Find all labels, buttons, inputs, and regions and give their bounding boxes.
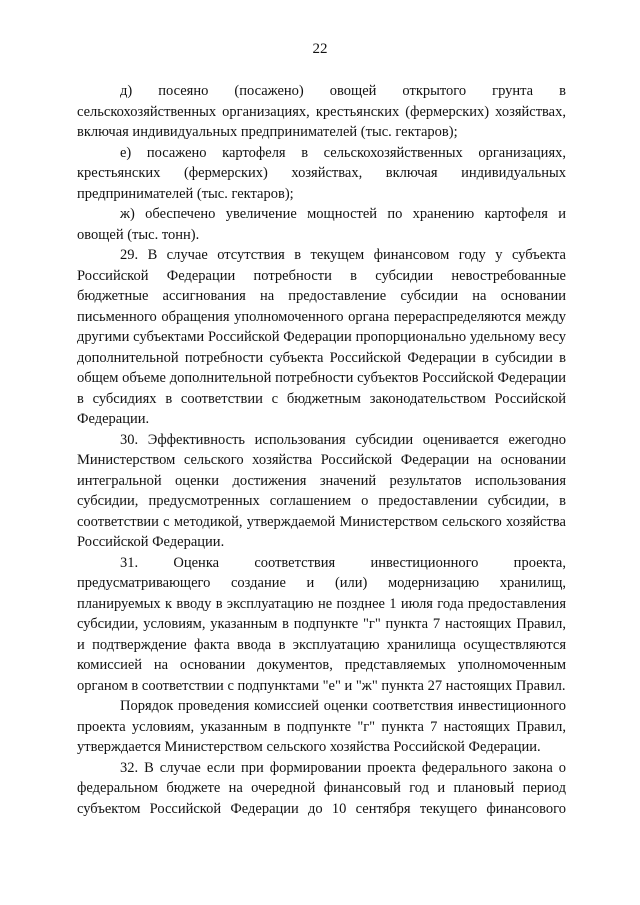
paragraph-31: 31. Оценка соответствия инвестиционного проекта, предусматривающего создание и (или) модернизацию хранилищ, планируемых к вводу в эксплуатацию не позднее 1 июля года предоставления субсидии, условиям, указанным в подпункте "г" пункта 7 настоящих Правил, и подтверждение факта ввода в эксплуатацию хранилища осуществляются комиссией на основании документов, представляемых уполномоченным органом в соответствии с подпунктами "е" и "ж" пункта 27 настоящих Правил.	[77, 554, 566, 694]
paragraph-subitem-d: д) посеяно (посажено) овощей открытого грунта в сельскохозяйственных организациях, крестьянских (фермерских) хозяйствах, включая индивидуальных предпринимателей (тыс. гектаров);	[77, 83, 566, 140]
paragraph-29: 29. В случае отсутствия в текущем финансовом году у субъекта Российской Федерации потребности в субсидии невостребованные бюджетные ассигнования на предоставление субсидии на основании письменного обращения уполномоченного органа перераспределяются между другими субъектами Российской Федерации пропорционально удельному весу дополнительной потребности субъекта Российской Федерации в субсидии в общем объеме дополнительной потребности субъектов Российской Федерации в субсидиях в соответствии с бюджетным законодательством Российской Федерации.	[77, 247, 566, 427]
paragraph-subitem-zh: ж) обеспечено увеличение мощностей по хранению картофеля и овощей (тыс. тонн).	[77, 206, 566, 243]
document-body	[77, 81, 566, 819]
paragraph-32: 32. В случае если при формировании проекта федерального закона о федеральном бюджете на очередной финансовый год и плановый период субъектом Российской Федерации до 10 сентября текущего финансового	[77, 759, 566, 817]
paragraph-31-procedure: Порядок проведения комиссией оценки соответствия инвестиционного проекта условиям, указанным в подпункте "г" пункта 7 настоящих Правил, утверждается Министерством сельского хозяйства Российской Федерации.	[77, 698, 566, 755]
paragraph-30: 30. Эффективность использования субсидии оценивается ежегодно Министерством сельского хозяйства Российской Федерации на основании интегральной оценки достижения значений результатов использования субсидии, предусмотренных соглашением о предоставлении субсидии, в соответствии с методикой, утверждаемой Министерством сельского хозяйства Российской Федерации.	[77, 431, 566, 550]
page-number: 22	[312, 41, 328, 57]
paragraph-subitem-e: е) посажено картофеля в сельскохозяйственных организациях, крестьянских (фермерских) хозяйствах, включая индивидуальных предпринимателей (тыс. гектаров);	[77, 144, 566, 202]
